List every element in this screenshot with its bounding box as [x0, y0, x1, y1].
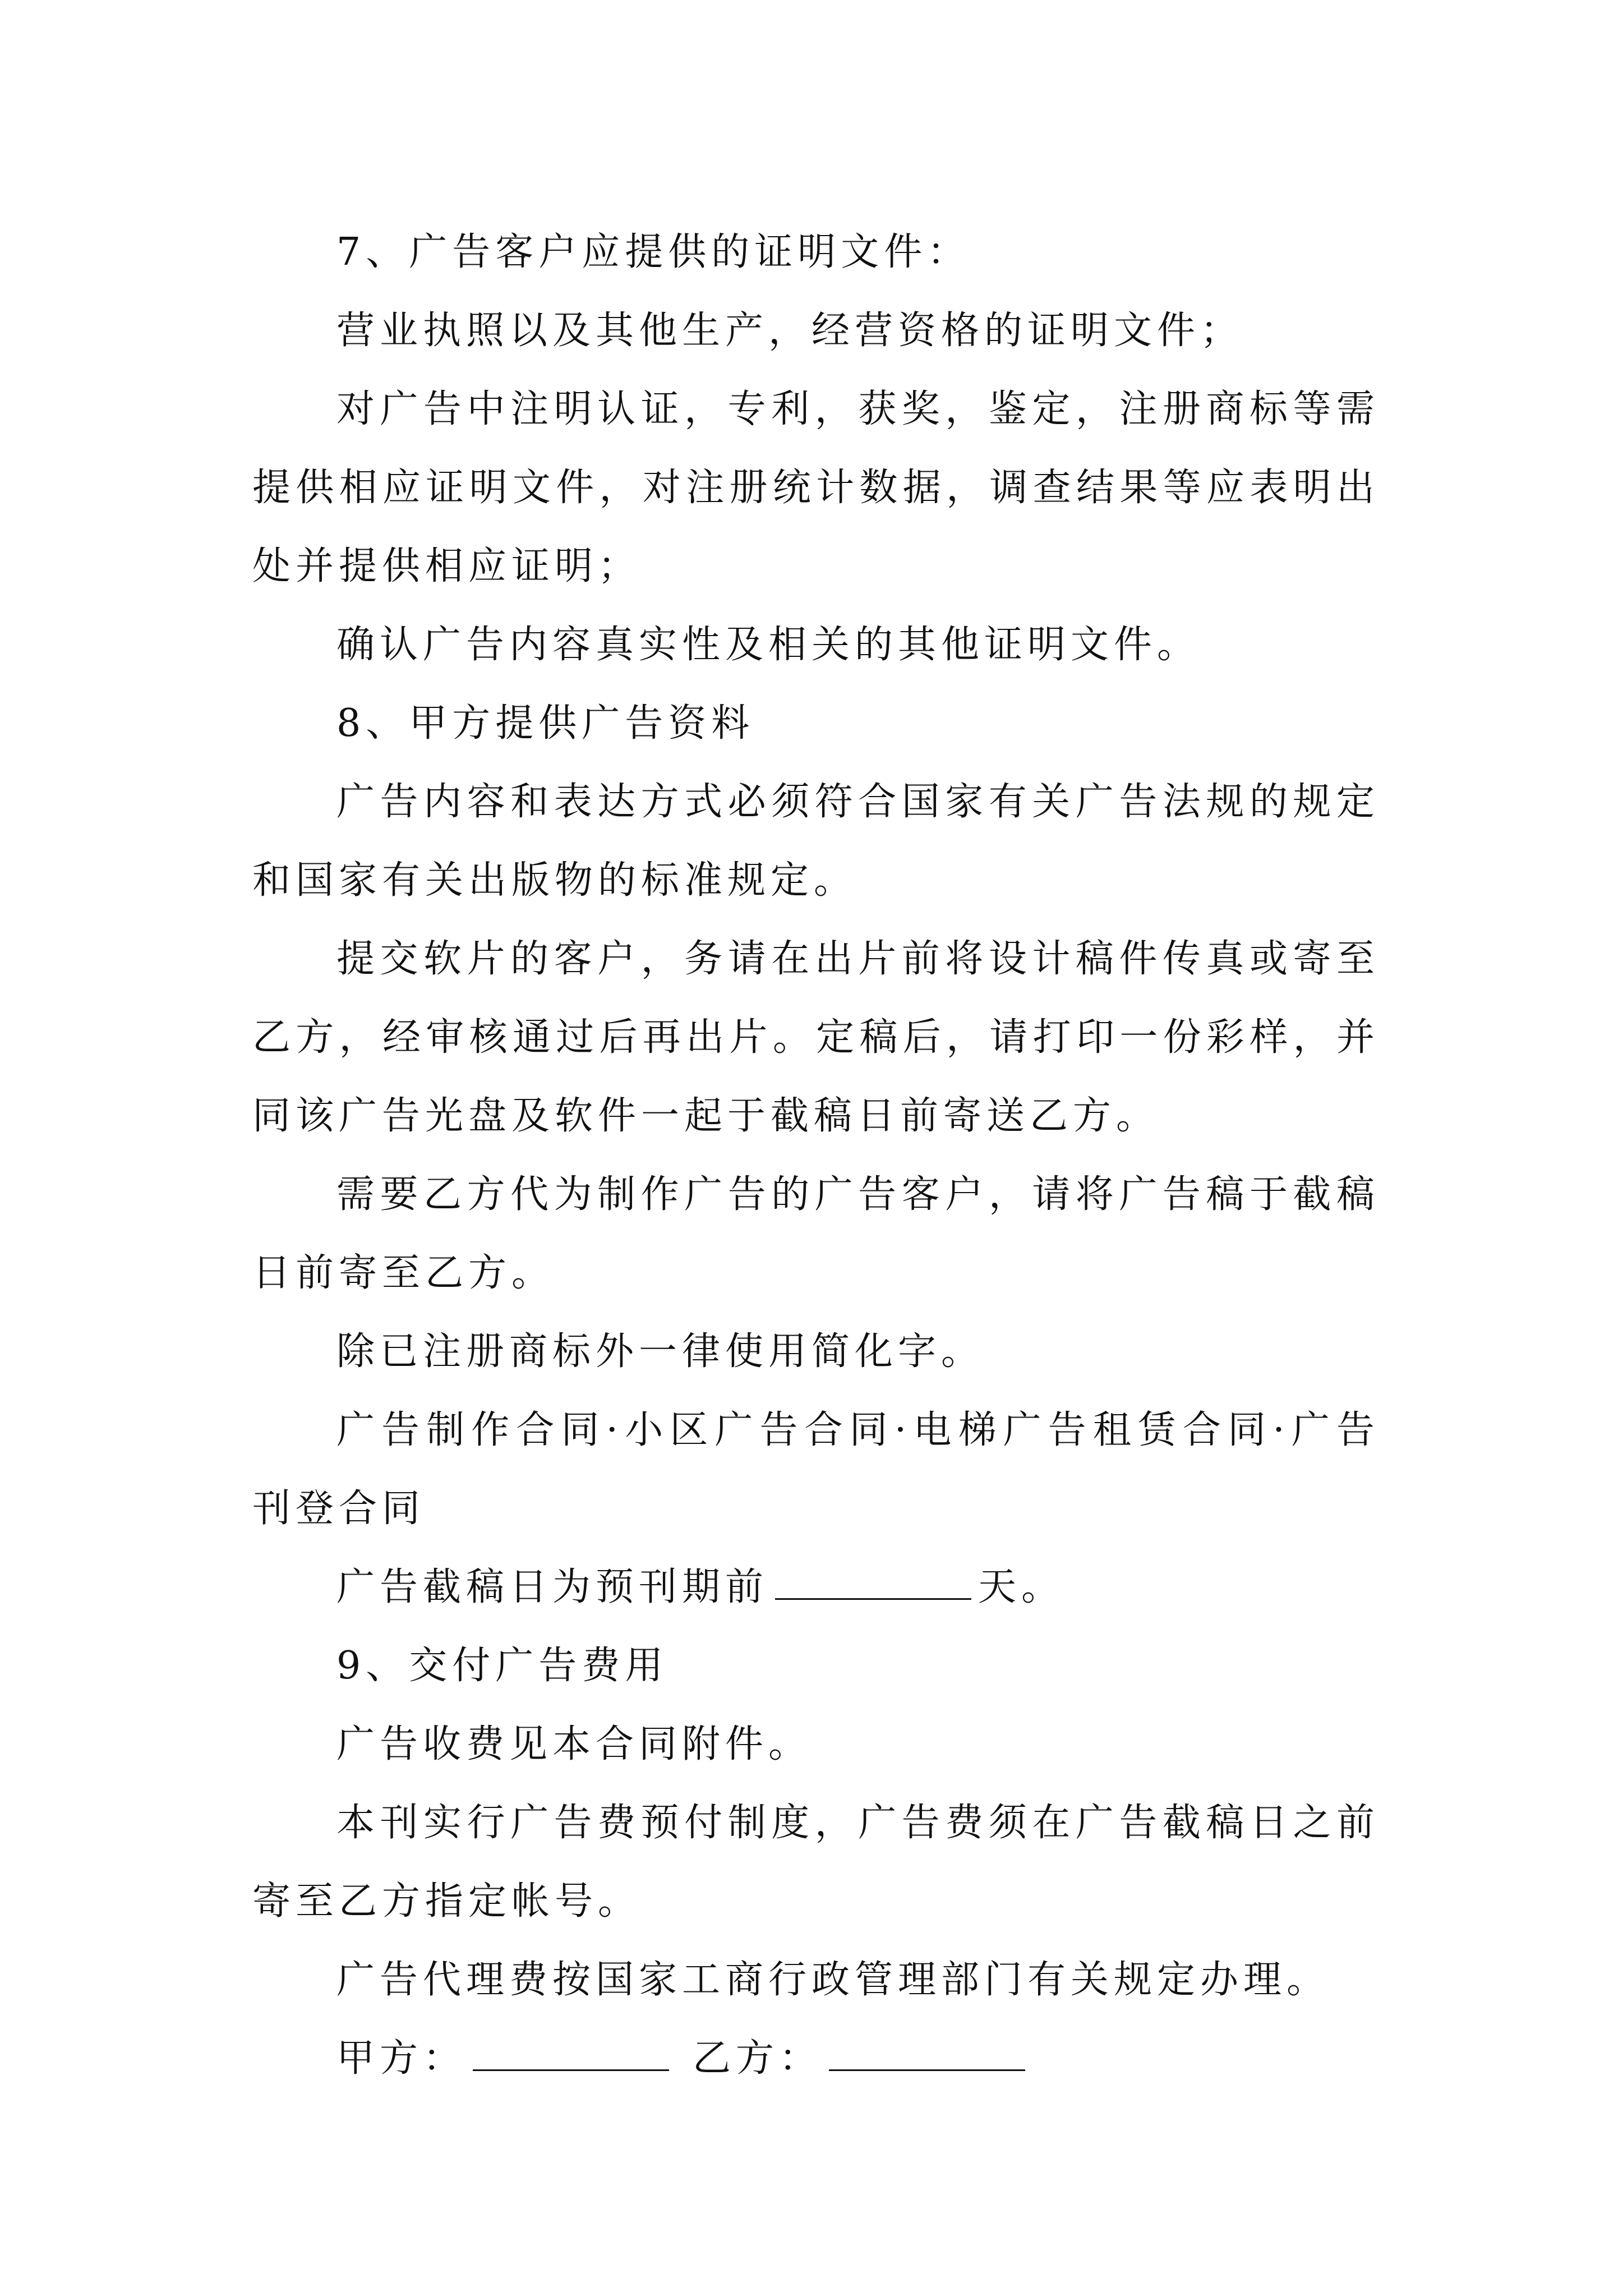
paragraph: 广告收费见本合同附件。	[336, 1722, 812, 1766]
paragraph: 广告代理费按国家工商行政管理部门有关规定办理。	[336, 1958, 1330, 2002]
paragraph: 需要乙方代为制作广告的广告客户，请将广告稿于截稿日前寄至乙方。	[252, 1172, 1380, 1295]
signature-line	[252, 2019, 1380, 2098]
paragraph: 本刊实行广告费预付制度，广告费须在广告截稿日之前寄至乙方指定帐号。	[252, 1801, 1380, 1924]
party-b-label: 乙方：	[693, 2036, 823, 2081]
related-contracts-line: 广告制作合同·小区广告合同·电梯广告租赁合同·广告刊登合同	[252, 1408, 1380, 1531]
deadline-prefix: 广告截稿日为预刊期前	[336, 1565, 769, 1609]
deadline-suffix: 天。	[978, 1565, 1065, 1609]
paragraph: 对广告中注明认证，专利，获奖，鉴定，注册商标等需提供相应证明文件，对注册统计数据，调查结果等应表明出处并提供相应证明；	[252, 387, 1380, 588]
paragraph: 除已注册商标外一律使用简化字。	[336, 1329, 985, 1374]
paragraph: 广告内容和表达方式必须符合国家有关广告法规的规定和国家有关出版物的标准规定。	[252, 780, 1380, 903]
paragraph: 确认广告内容真实性及相关的其他证明文件。	[336, 623, 1201, 667]
deadline-line	[252, 1548, 1380, 1627]
party-b-blank[interactable]	[829, 2067, 1025, 2071]
clause-7-heading: 7、广告客户应提供的证明文件：	[336, 230, 971, 274]
paragraph: 提交软片的客户，务请在出片前将设计稿件传真或寄至乙方，经审核通过后再出片。定稿后，请打印一份彩样，并同该广告光盘及软件一起于截稿日前寄送乙方。	[252, 937, 1380, 1138]
deadline-days-blank[interactable]	[775, 1596, 971, 1600]
party-a-label: 甲方：	[336, 2036, 467, 2081]
party-a-blank[interactable]	[473, 2067, 669, 2071]
clause-8-heading: 8、甲方提供广告资料	[336, 701, 755, 746]
contract-body	[252, 213, 1380, 2098]
clause-9-heading: 9、交付广告费用	[336, 1644, 668, 1688]
paragraph: 营业执照以及其他生产，经营资格的证明文件；	[336, 309, 1244, 353]
